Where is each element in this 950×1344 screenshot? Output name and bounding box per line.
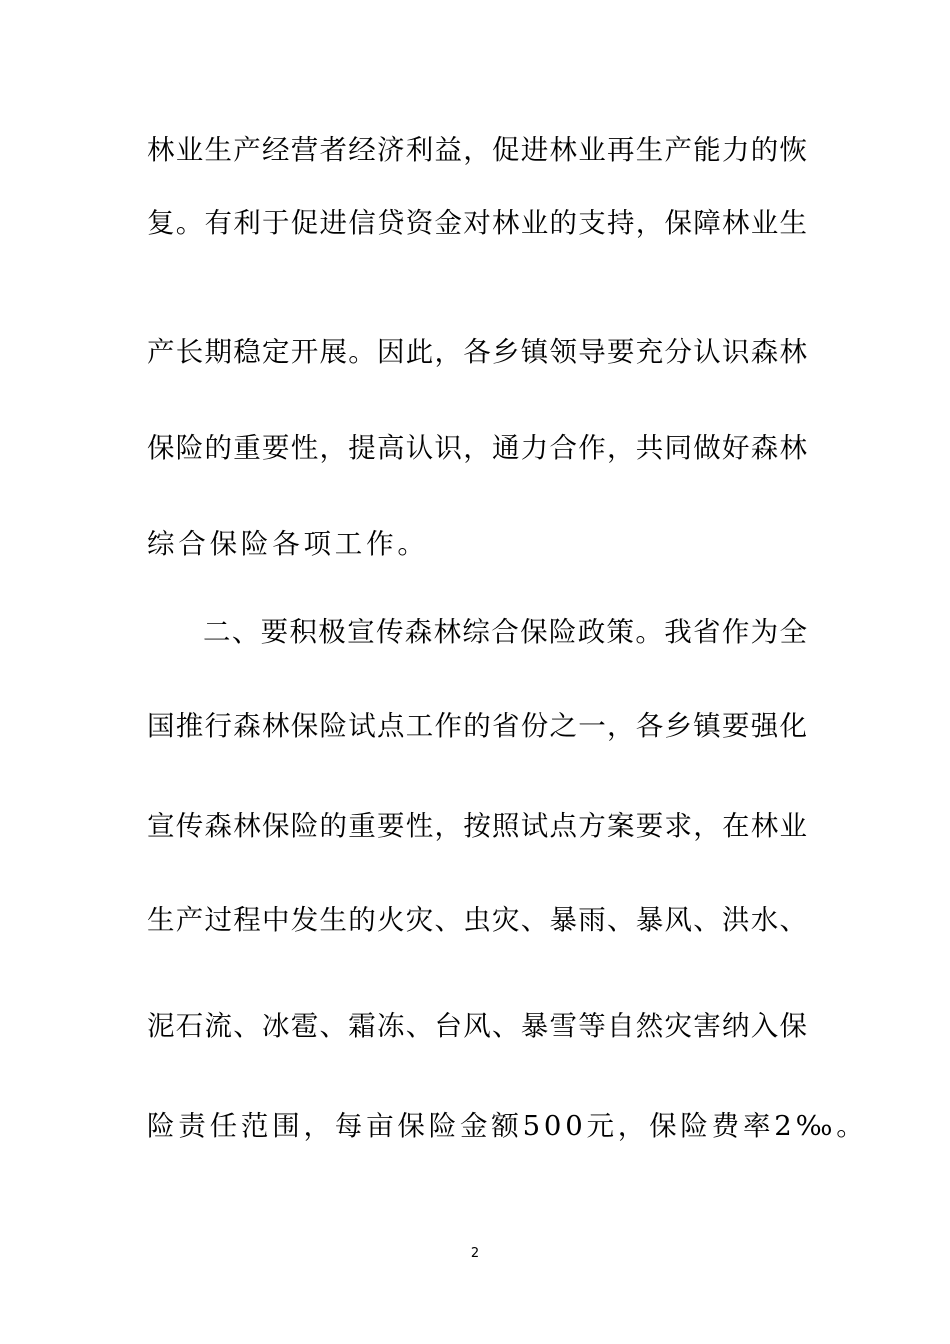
text-line-4: 保险的重要性，提高认识，通力合作，共同做好森林 [147, 432, 807, 464]
text-line-2: 复。有利于促进信贷资金对林业的支持，保障林业生 [147, 207, 807, 239]
text-line-7: 国推行森林保险试点工作的省份之一，各乡镇要强化 [147, 710, 807, 742]
text-line-8: 宣传森林保险的重要性，按照试点方案要求，在林业 [147, 810, 807, 842]
text-line-10: 泥石流、冰雹、霜冻、台风、暴雪等自然灾害纳入保 [147, 1010, 807, 1042]
text-line-3: 产长期稳定开展。因此，各乡镇领导要充分认识森林 [147, 336, 807, 368]
text-line-5: 综合保险各项工作。 [147, 528, 429, 560]
text-line-6: 二、要积极宣传森林综合保险政策。我省作为全 [203, 616, 807, 648]
page-number: 2 [470, 1246, 480, 1261]
text-line-9: 生产过程中发生的火灾、虫灾、暴雨、暴风、洪水、 [147, 904, 807, 936]
text-line-11: 险责任范围，每亩保险金额500元，保险费率2‰。 [147, 1110, 868, 1142]
text-line-1: 林业生产经营者经济利益，促进林业再生产能力的恢 [147, 134, 807, 166]
